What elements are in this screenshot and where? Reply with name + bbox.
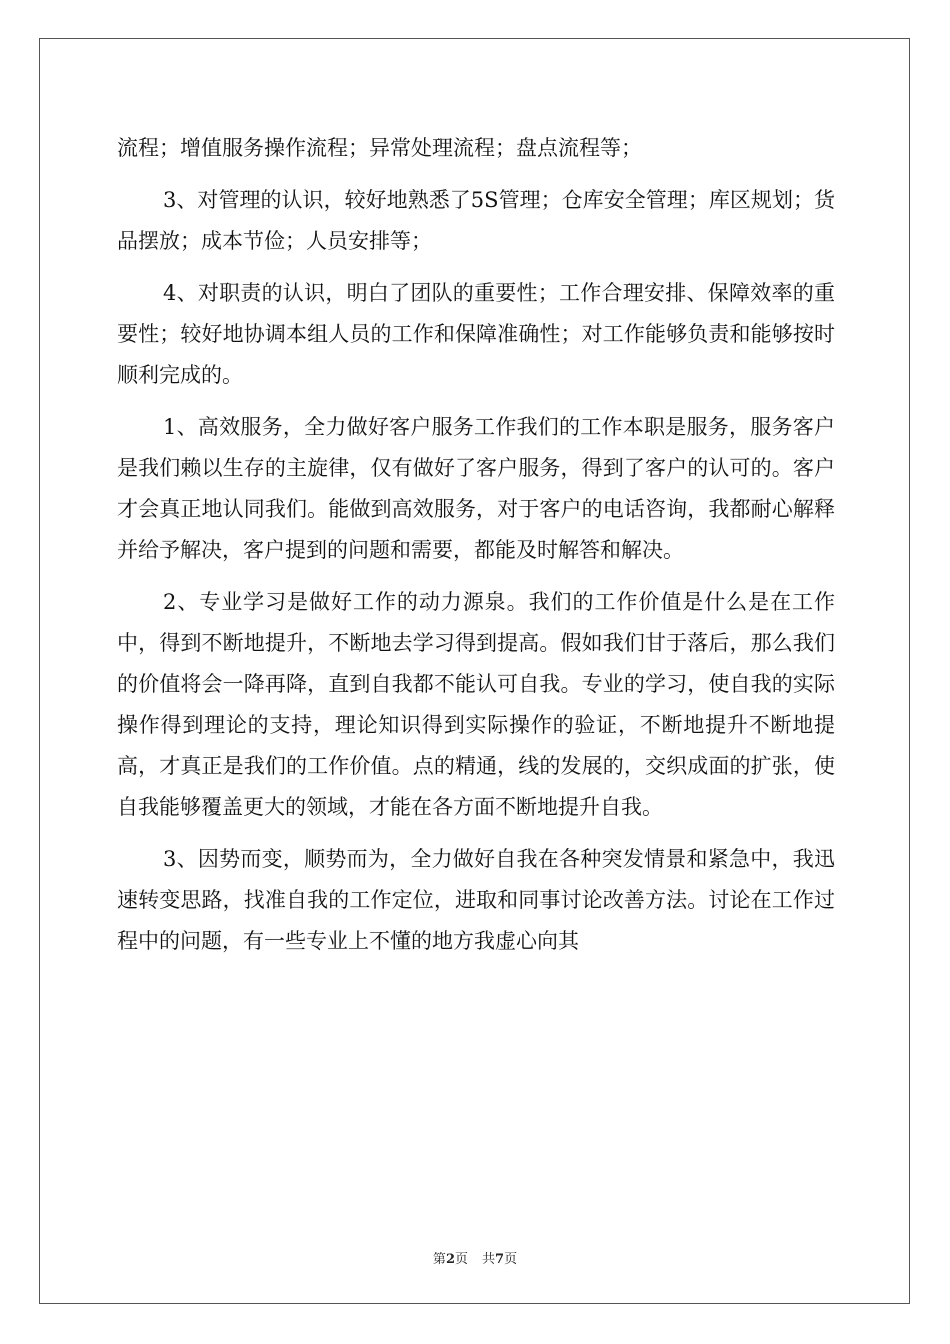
page-current-number: 2: [445, 1252, 455, 1267]
total-suffix: 页: [504, 1252, 518, 1267]
paragraph-professional-learning: 2、专业学习是做好工作的动力源泉。我们的工作价值是什么是在工作中，得到不断地提升，不断地去学习得到提高。假如我们甘于落后，那么我们的价值将会一降再降，直到自我都不能认可自我。专业的学习，使自我的实际操作得到理论的支持，理论知识得到实际操作的验证，不断地提升不断地提高，才真正是我们的工作价值。点的精通，线的发展的，交织成面的扩张，使自我能够覆盖更大的领域，才能在各方面不断地提升自我。: [117, 590, 835, 819]
paragraph-efficient-service: 1、高效服务，全力做好客户服务工作我们的工作本职是服务，服务客户是我们赖以生存的主旋律，仅有做好了客户服务，得到了客户的认可的。客户才会真正地认同我们。能做到高效服务，对于客户的电话咨询，我都耐心解释并给予解决，客户提到的问题和需要，都能及时解答和解决。: [117, 415, 835, 562]
paragraph-adapt-to-change: 3、因势而变，顺势而为，全力做好自我在各种突发情景和紧急中，我迅速转变思路，找准自我的工作定位，进取和同事讨论改善方法。讨论在工作过程中的问题，有一些专业上不懂的地方我虚心向其: [117, 847, 835, 953]
paragraph-management-awareness: 3、对管理的认识，较好地熟悉了5S管理；仓库安全管理；库区规划；货品摆放；成本节俭；人员安排等；: [117, 188, 835, 253]
total-prefix: 共: [482, 1252, 496, 1267]
document-body: [117, 128, 835, 973]
paragraph-continuation: 流程；增值服务操作流程；异常处理流程；盘点流程等；: [117, 136, 642, 160]
paragraph-responsibility-awareness: 4、对职责的认识，明白了团队的重要性；工作合理安排、保障效率的重要性；较好地协调本组人员的工作和保障准确性；对工作能够负责和能够按时顺利完成的。: [117, 281, 835, 387]
page-prefix: 第: [432, 1252, 446, 1267]
page-footer: [0, 1248, 950, 1267]
page-total-number: 7: [495, 1252, 505, 1267]
page-suffix: 页: [454, 1252, 468, 1267]
